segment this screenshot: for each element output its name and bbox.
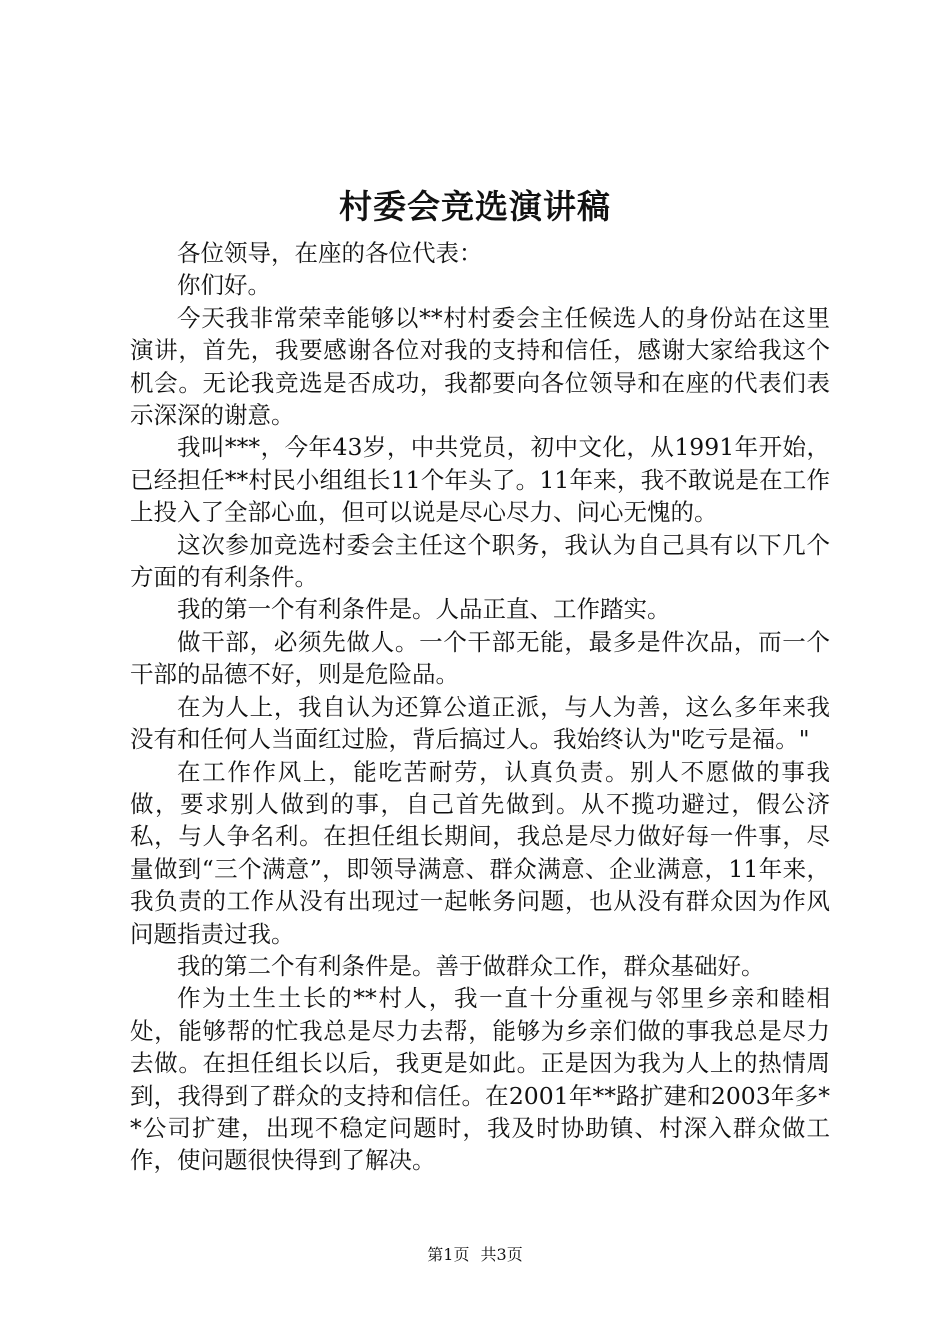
paragraph: 我的第一个有利条件是。人品正直、工作踏实。 bbox=[177, 595, 671, 624]
paragraph: 我叫***，今年43岁，中共党员，初中文化，从1991年开始，已经担任**村民小组组长11个年头了。11年来，我不敢说是在工作上投入了全部心血，但可以说是尽心尽力、问心无愧的。 bbox=[130, 433, 830, 527]
paragraph: 你们好。 bbox=[177, 271, 271, 300]
paragraph: 在为人上，我自认为还算公道正派，与人为善，这么多年来我没有和任何人当面红过脸，背后搞过人。我始终认为"吃亏是福。" bbox=[130, 692, 830, 754]
paragraph: 做干部，必须先做人。一个干部无能，最多是件次品，而一个干部的品德不好，则是危险品。 bbox=[130, 627, 830, 689]
document-title: 村委会竞选演讲稿 bbox=[339, 187, 611, 226]
page-footer bbox=[0, 1245, 950, 1265]
paragraph: 在工作作风上，能吃苦耐劳，认真负责。别人不愿做的事我做，要求别人做到的事，自己首先做到。从不揽功避过，假公济私，与人争名利。在担任组长期间，我总是尽力做好每一件事，尽量做到“三个满意”，即领导满意、群众满意、企业满意，11年来，我负责的工作从没有出现过一起帐务问题，也从没有群众因为作风问题指责过我。 bbox=[130, 757, 830, 948]
paragraph: 各位领导，在座的各位代表： bbox=[177, 239, 483, 267]
paragraph: 我的第二个有利条件是。善于做群众工作，群众基础好。 bbox=[177, 951, 765, 980]
paragraph: 今天我非常荣幸能够以**村村委会主任候选人的身份站在这里演讲，首先，我要感谢各位对我的支持和信任，感谢大家给我这个机会。无论我竞选是否成功，我都要向各位领导和在座的代表们表示深深的谢意。 bbox=[130, 303, 830, 430]
page-total: 共3页 bbox=[480, 1245, 523, 1264]
paragraph: 作为土生土长的**村人，我一直十分重视与邻里乡亲和睦相处，能够帮的忙我总是尽力去帮，能够为乡亲们做的事我总是尽力去做。在担任组长以后，我更是如此。正是因为我为人上的热情周到，我得到了群众的支持和信任。在2001年**路扩建和2003年多**公司扩建，出现不稳定问题时，我及时协助镇、村深入群众做工作，使问题很快得到了解决。 bbox=[130, 984, 830, 1175]
document-body bbox=[130, 237, 830, 1177]
paragraph: 这次参加竞选村委会主任这个职务，我认为自己具有以下几个方面的有利条件。 bbox=[130, 530, 830, 592]
page-number: 第1页 bbox=[427, 1245, 470, 1264]
